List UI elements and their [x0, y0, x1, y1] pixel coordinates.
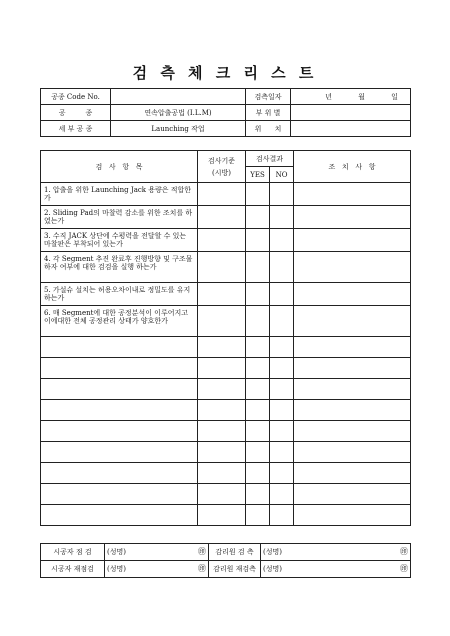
check-no[interactable]: [270, 463, 294, 484]
standard-header: [198, 151, 246, 183]
signature-table: [40, 543, 411, 578]
check-action[interactable]: [294, 379, 411, 400]
signature-row-1: [41, 544, 411, 561]
part-label: 부 위 별: [246, 105, 291, 121]
table-row: [41, 463, 411, 484]
work-type-value: 연속압출공법 (I.L.M): [111, 105, 246, 121]
check-action[interactable]: [294, 484, 411, 505]
table-row: [41, 206, 411, 229]
check-action[interactable]: [294, 421, 411, 442]
check-item: 1. 압출을 위한 Launching Jack 용량은 적합한가: [41, 183, 198, 206]
check-action[interactable]: [294, 337, 411, 358]
checklist-header-row-1: [41, 151, 411, 167]
contractor-check-sign[interactable]: [105, 544, 209, 561]
check-no[interactable]: [270, 229, 294, 252]
check-yes[interactable]: [246, 283, 270, 306]
supervisor-check-name: (성명): [263, 548, 282, 556]
check-action[interactable]: [294, 252, 411, 283]
inspection-date-field[interactable]: [291, 89, 411, 105]
action-header: 조 치 사 항: [294, 151, 411, 183]
contractor-recheck-label: 시공자 재점검: [41, 561, 105, 578]
check-item: 3. 수직 JACK 상단에 수평력을 전달할 수 있는 마찰판은 부착되어 있는가: [41, 229, 198, 252]
check-item: [41, 484, 198, 505]
supervisor-recheck-name: (성명): [263, 565, 282, 573]
check-no[interactable]: [270, 283, 294, 306]
check-yes[interactable]: [246, 421, 270, 442]
check-action[interactable]: [294, 229, 411, 252]
result-header: 검사결과: [246, 151, 294, 167]
table-row: [41, 421, 411, 442]
seal-icon: ㊞: [198, 564, 206, 573]
check-standard[interactable]: [198, 484, 246, 505]
table-row: [41, 505, 411, 526]
check-no[interactable]: [270, 306, 294, 337]
check-yes[interactable]: [246, 442, 270, 463]
check-standard[interactable]: [198, 442, 246, 463]
check-item: [41, 379, 198, 400]
check-item: 6. 매 Segment에 대한 공정분석이 이루어지고 이에대한 전체 공정관리 상태가 양호한가: [41, 306, 198, 337]
contractor-check-label: 시공자 점 검: [41, 544, 105, 561]
check-item: 5. 가설슈 설치는 허용오차이내로 정밀도를 유지하는가: [41, 283, 198, 306]
header-row-code: [41, 89, 411, 105]
check-yes[interactable]: [246, 183, 270, 206]
check-yes[interactable]: [246, 484, 270, 505]
check-no[interactable]: [270, 421, 294, 442]
check-item: [41, 337, 198, 358]
check-standard[interactable]: [198, 183, 246, 206]
check-no[interactable]: [270, 400, 294, 421]
check-yes[interactable]: [246, 463, 270, 484]
check-no[interactable]: [270, 183, 294, 206]
part-value[interactable]: [291, 105, 411, 121]
table-row: [41, 358, 411, 379]
seal-icon: ㊞: [400, 564, 408, 573]
check-standard[interactable]: [198, 379, 246, 400]
seal-icon: ㊞: [400, 547, 408, 556]
supervisor-check-sign[interactable]: [261, 544, 411, 561]
check-action[interactable]: [294, 442, 411, 463]
table-row: [41, 229, 411, 252]
check-yes[interactable]: [246, 400, 270, 421]
header-row-work: [41, 105, 411, 121]
check-yes[interactable]: [246, 505, 270, 526]
table-row: [41, 379, 411, 400]
no-header: NO: [270, 167, 294, 183]
check-no[interactable]: [270, 442, 294, 463]
check-action[interactable]: [294, 206, 411, 229]
table-row: [41, 442, 411, 463]
check-standard[interactable]: [198, 358, 246, 379]
check-standard[interactable]: [198, 400, 246, 421]
check-action[interactable]: [294, 306, 411, 337]
table-row: [41, 183, 411, 206]
check-item: 4. 각 Segment 추진 완료후 진행방향 및 구조물 하자 여부에 대한 검검을 실행 하는가: [41, 252, 198, 283]
check-standard[interactable]: [198, 206, 246, 229]
date-year: 년: [325, 92, 332, 101]
check-standard[interactable]: [198, 229, 246, 252]
check-item: 2. Sliding Pad의 마찰력 감소를 위한 조치를 하였는가: [41, 206, 198, 229]
check-action[interactable]: [294, 400, 411, 421]
seal-icon: ㊞: [198, 547, 206, 556]
header-row-detail: [41, 121, 411, 137]
location-value[interactable]: [291, 121, 411, 137]
detail-work-value: Launching 작업: [111, 121, 246, 137]
check-standard[interactable]: [198, 463, 246, 484]
supervisor-recheck-sign[interactable]: [261, 561, 411, 578]
check-no[interactable]: [270, 484, 294, 505]
table-row: [41, 306, 411, 337]
check-standard[interactable]: [198, 421, 246, 442]
table-row: [41, 252, 411, 283]
check-item: [41, 463, 198, 484]
check-no[interactable]: [270, 505, 294, 526]
table-row: [41, 400, 411, 421]
header-table: [40, 88, 411, 137]
check-no[interactable]: [270, 252, 294, 283]
check-item: [41, 421, 198, 442]
table-row: [41, 484, 411, 505]
check-item: [41, 400, 198, 421]
check-standard[interactable]: [198, 306, 246, 337]
check-yes[interactable]: [246, 252, 270, 283]
check-action[interactable]: [294, 463, 411, 484]
check-item: [41, 505, 198, 526]
check-yes[interactable]: [246, 229, 270, 252]
check-item: [41, 442, 198, 463]
code-value[interactable]: [111, 89, 246, 105]
table-row: [41, 337, 411, 358]
check-yes[interactable]: [246, 358, 270, 379]
signature-row-2: [41, 561, 411, 578]
contractor-check-name: (성명): [107, 548, 126, 556]
check-no[interactable]: [270, 337, 294, 358]
check-standard[interactable]: [198, 252, 246, 283]
check-standard[interactable]: [198, 283, 246, 306]
table-row: [41, 283, 411, 306]
code-label: 공종 Code No.: [41, 89, 111, 105]
date-day: 일: [391, 92, 398, 101]
check-no[interactable]: [270, 358, 294, 379]
check-yes[interactable]: [246, 306, 270, 337]
check-yes[interactable]: [246, 206, 270, 229]
check-action[interactable]: [294, 283, 411, 306]
yes-header: YES: [246, 167, 270, 183]
check-standard[interactable]: [198, 337, 246, 358]
supervisor-check-label: 감리원 검 측: [209, 544, 261, 561]
check-action[interactable]: [294, 183, 411, 206]
contractor-recheck-name: (성명): [107, 565, 126, 573]
check-action[interactable]: [294, 505, 411, 526]
date-month: 월: [358, 92, 365, 101]
check-standard[interactable]: [198, 505, 246, 526]
checklist-body: [41, 183, 411, 526]
detail-work-label: 세 부 공 종: [41, 121, 111, 137]
check-yes[interactable]: [246, 337, 270, 358]
check-yes[interactable]: [246, 379, 270, 400]
check-no[interactable]: [270, 379, 294, 400]
checklist-table: [40, 150, 411, 526]
check-no[interactable]: [270, 206, 294, 229]
check-item: [41, 358, 198, 379]
work-type-label: 공 종: [41, 105, 111, 121]
location-label: 위 치: [246, 121, 291, 137]
standard-header-line1: 검사기준: [207, 156, 236, 165]
page-title: 검 측 체 크 리 스 트: [132, 64, 318, 82]
standard-header-line2: (시방): [212, 168, 231, 177]
inspection-date-label: 검측일자: [246, 89, 291, 105]
contractor-recheck-sign[interactable]: [105, 561, 209, 578]
check-action[interactable]: [294, 358, 411, 379]
item-header: 검 사 항 목: [41, 151, 198, 183]
supervisor-recheck-label: 감리원 재검측: [209, 561, 261, 578]
